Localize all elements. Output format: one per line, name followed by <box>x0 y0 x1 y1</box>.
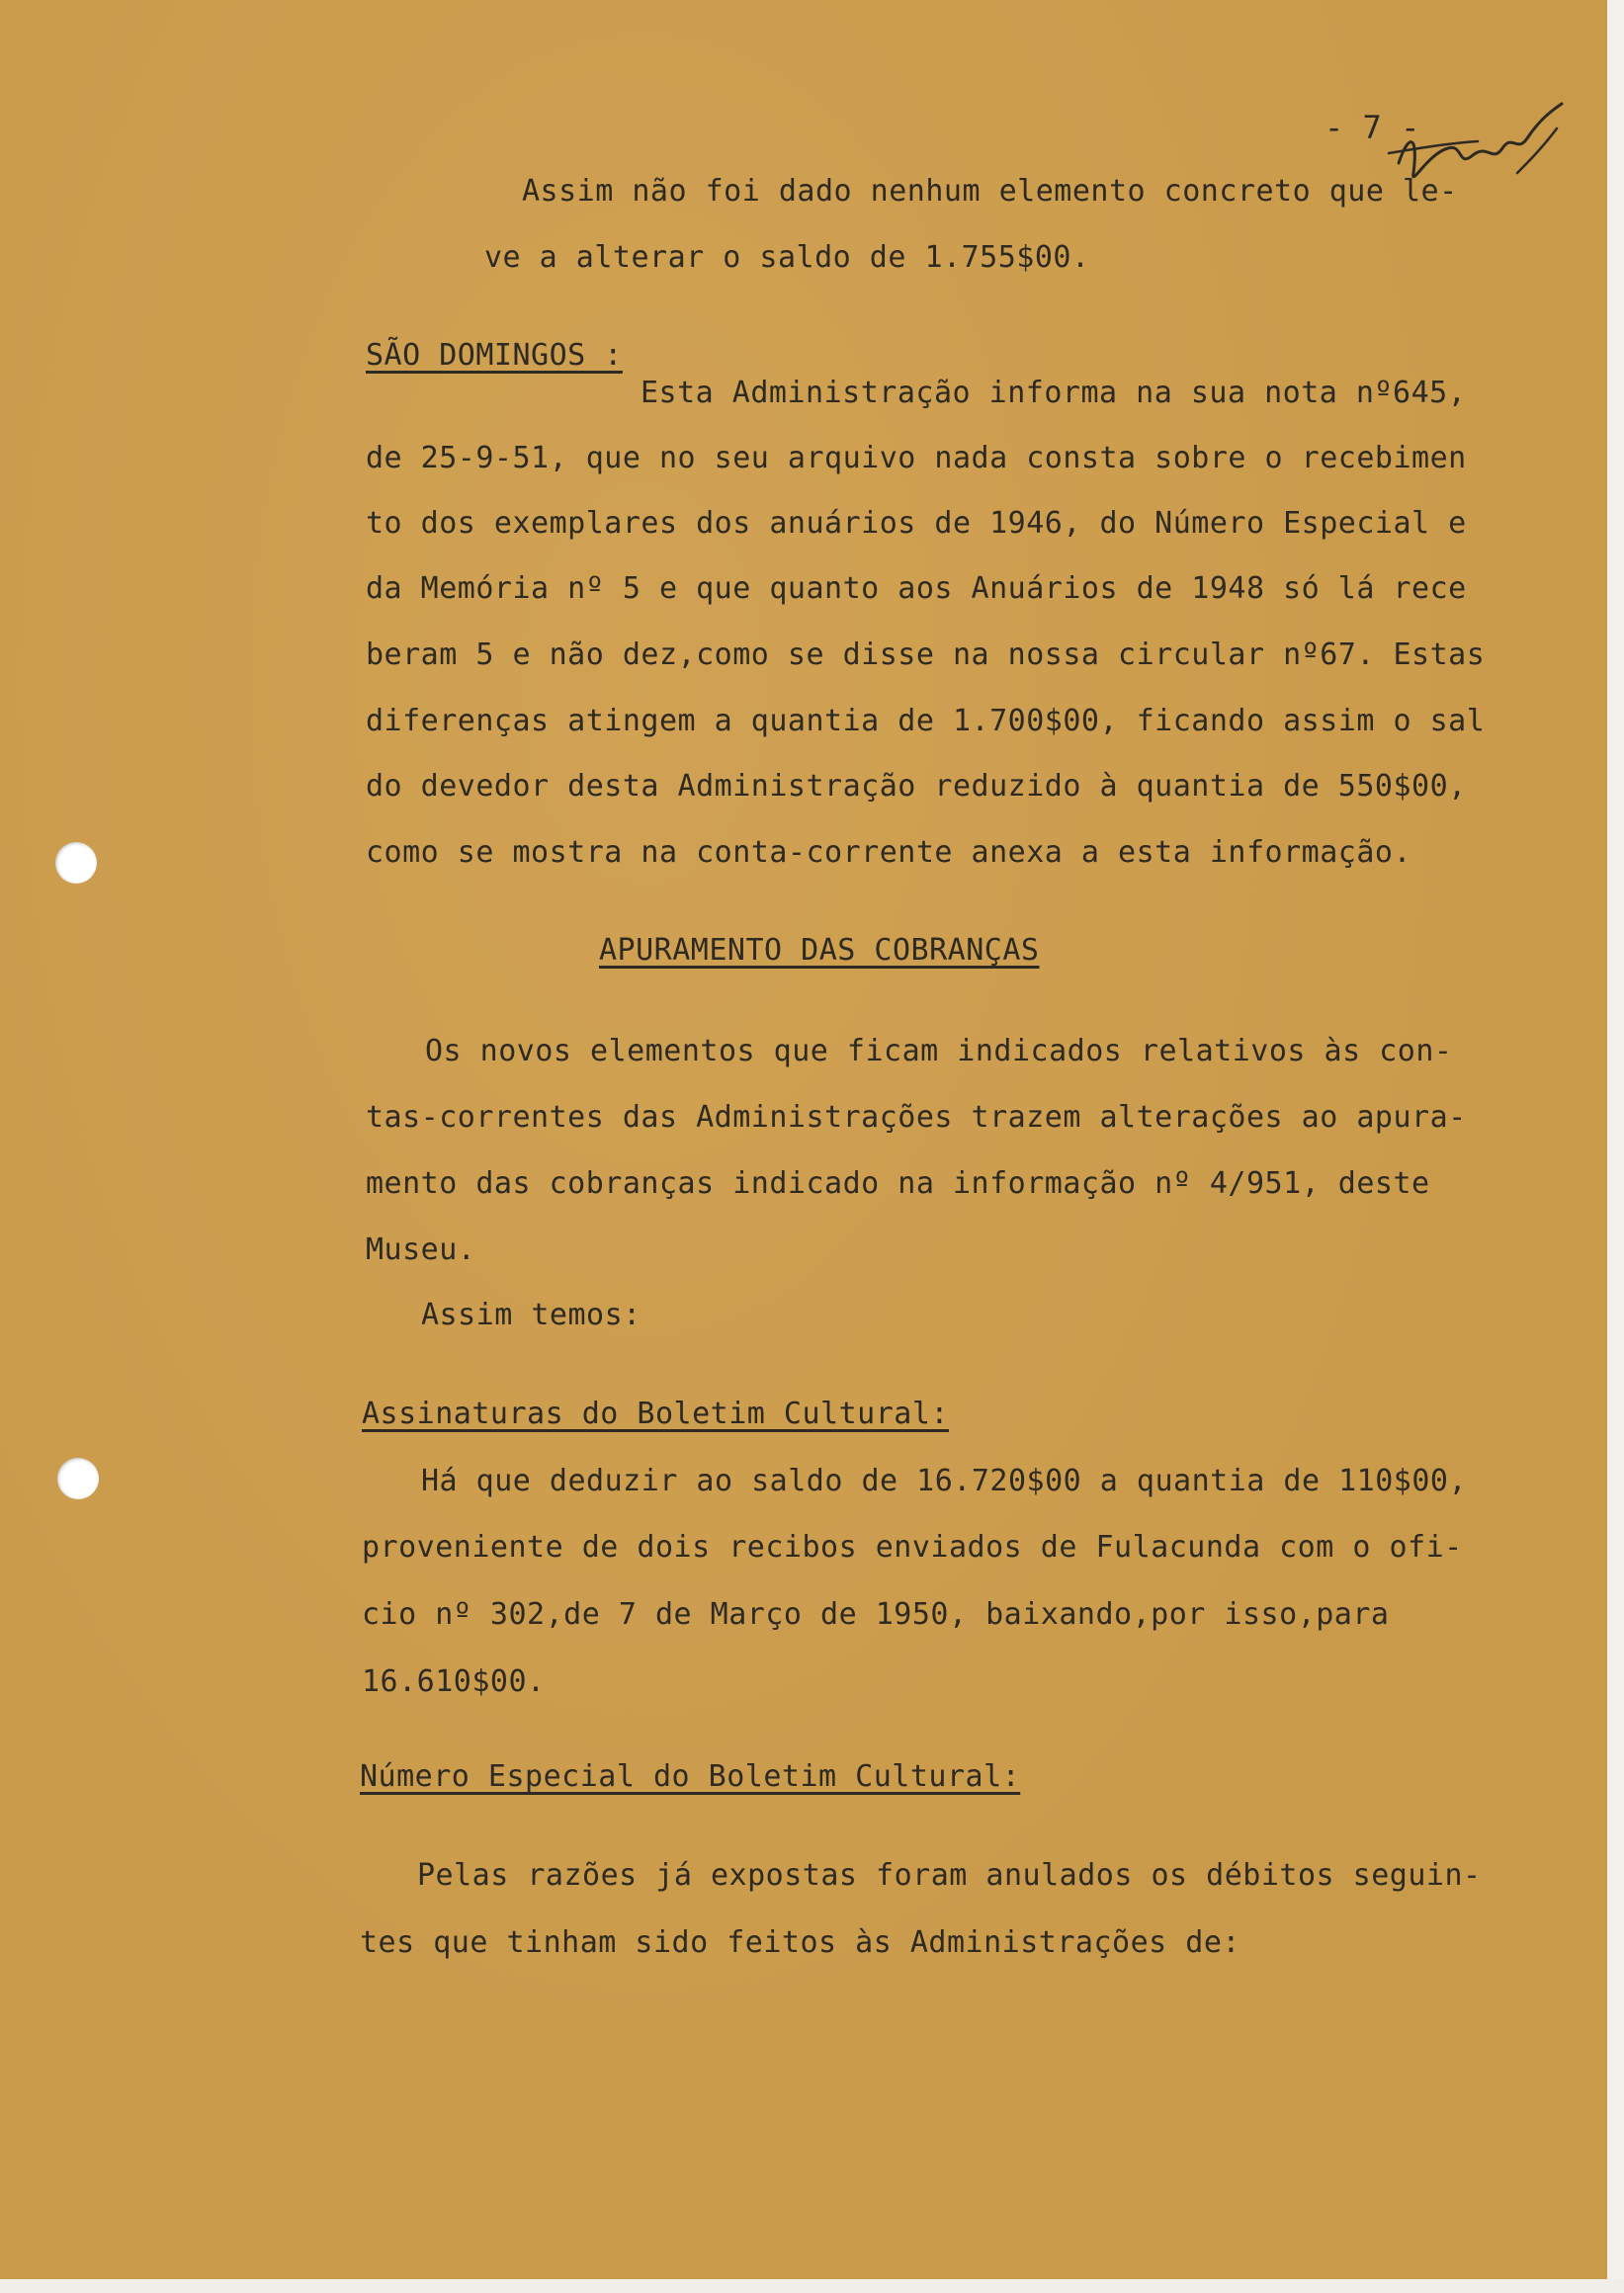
section-heading-numero-especial: Número Especial do Boletim Cultural: <box>360 1759 1021 1794</box>
punch-hole-top <box>55 842 97 884</box>
text-line-11: como se mostra na conta-corrente anexa a esta informação. <box>366 835 1412 870</box>
text-line-9: diferenças atingem a quantia de 1.700$00, ficando assim o sal <box>366 704 1486 738</box>
text-line-15: mento das cobranças indicado na informação nº 4/951, deste <box>366 1166 1430 1201</box>
text-line-21: cio nº 302,de 7 de Março de 1950, baixando,por isso,para <box>362 1597 1390 1632</box>
text-line-5: de 25-9-51, que no seu arquivo nada consta sobre o recebimen <box>366 441 1467 475</box>
text-line-13: Os novos elementos que ficam indicados relativos às con- <box>425 1034 1453 1068</box>
section-heading-assinaturas: Assinaturas do Boletim Cultural: <box>362 1397 949 1431</box>
section-heading-apuramento: APURAMENTO DAS COBRANÇAS <box>599 933 1040 968</box>
text-line-20: proveniente de dois recibos enviados de Fulacunda com o ofi- <box>362 1530 1463 1565</box>
text-line-4: Esta Administração informa na sua nota nº645, <box>641 376 1467 410</box>
punch-hole-bottom <box>57 1458 99 1499</box>
text-line-25: tes que tinham sido feitos às Administrações de: <box>360 1925 1240 1960</box>
text-line-6: to dos exemplares dos anuários de 1946, do Número Especial e <box>366 506 1467 541</box>
text-line-16: Museu. <box>366 1232 476 1267</box>
page-right-margin <box>1607 0 1624 2293</box>
text-line-10: do devedor desta Administração reduzido à quantia de 550$00, <box>366 769 1467 804</box>
text-line-2: ve a alterar o saldo de 1.755$00. <box>484 240 1090 275</box>
text-line-19: Há que deduzir ao saldo de 16.720$00 a quantia de 110$00, <box>421 1464 1468 1498</box>
page-bottom-margin <box>0 2279 1624 2293</box>
text-line-14: tas-correntes das Administrações trazem alterações ao apura- <box>366 1100 1467 1135</box>
section-heading-sao-domingos: SÃO DOMINGOS : <box>366 338 623 373</box>
page-number: - 7 - <box>1325 109 1420 146</box>
text-line-17: Assim temos: <box>421 1298 641 1332</box>
text-line-8: beram 5 e não dez,como se disse na nossa circular nº67. Estas <box>366 637 1486 672</box>
text-line-24: Pelas razões já expostas foram anulados os débitos seguin- <box>417 1858 1482 1893</box>
text-line-1: Assim não foi dado nenhum elemento concreto que le- <box>522 174 1458 209</box>
text-line-7: da Memória nº 5 e que quanto aos Anuários de 1948 só lá rece <box>366 571 1467 606</box>
text-line-22: 16.610$00. <box>362 1664 546 1699</box>
